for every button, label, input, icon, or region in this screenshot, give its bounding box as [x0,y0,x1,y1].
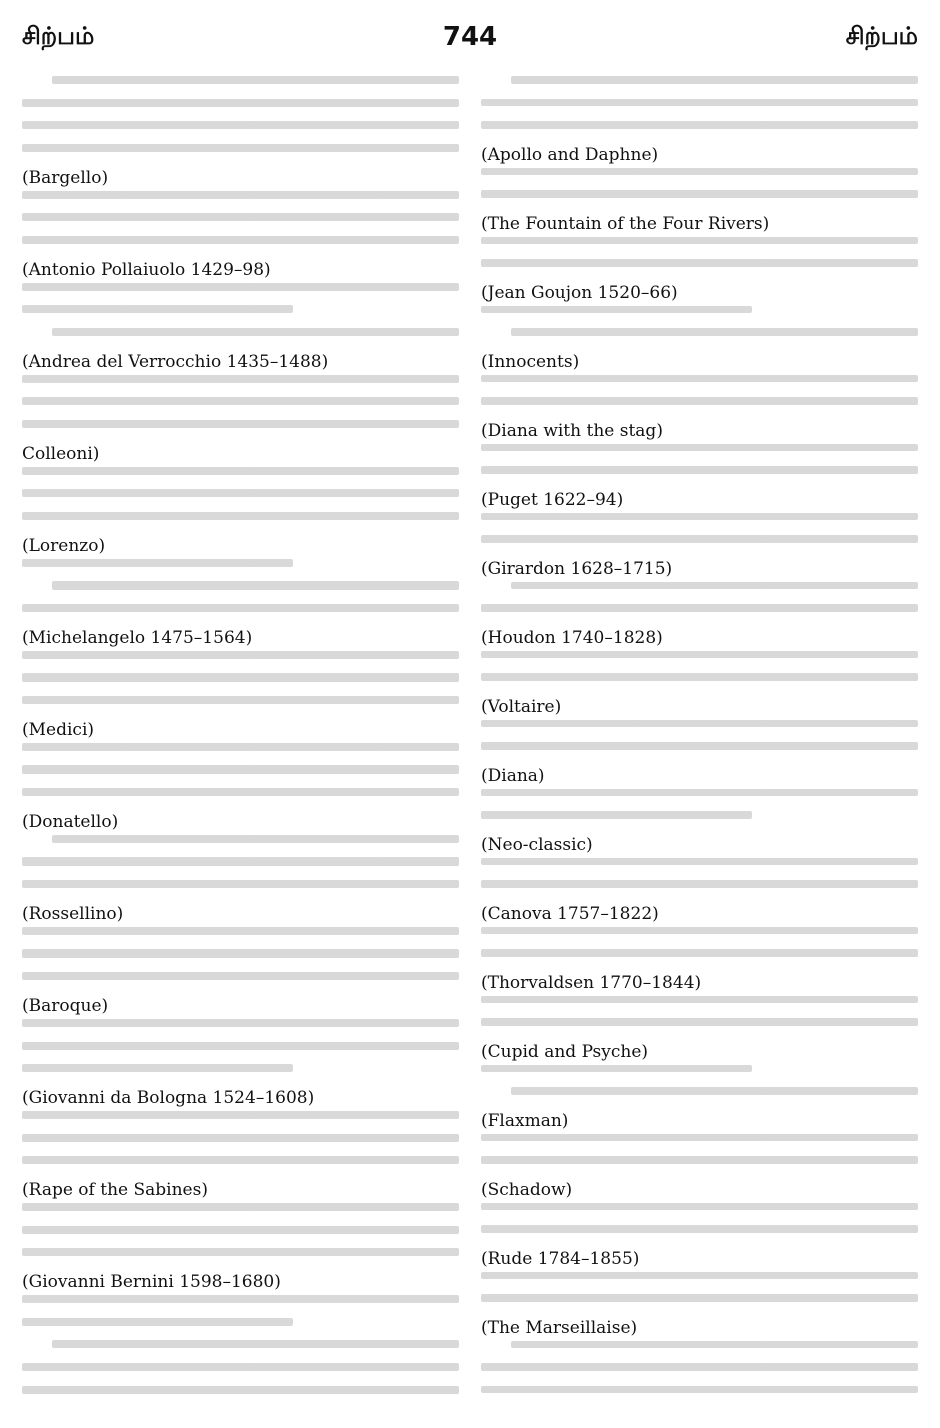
text-line [481,1386,918,1394]
latin-name: (Houdon 1740–1828) [481,627,663,648]
latin-name: (Canova 1757–1822) [481,903,659,924]
text-line [22,1203,459,1211]
latin-name: (Donatello) [22,811,119,832]
latin-name: (Bargello) [22,167,109,188]
text-line [22,1248,459,1256]
text-line [22,743,459,751]
text-line [481,444,918,452]
text-line [22,1295,459,1303]
latin-name: (Giovanni Bernini 1598–1680) [22,1271,281,1292]
page-header [22,22,918,62]
header-right-title: சிற்பம் [845,22,918,50]
text-line [511,582,918,590]
text-line [22,927,459,935]
latin-name: (The Marseillaise) [481,1317,638,1338]
latin-name: (Andrea del Verrocchio 1435–1488) [22,351,329,372]
text-line [22,857,459,865]
text-line [22,1134,459,1142]
right-column [481,76,918,1408]
latin-name: (Michelangelo 1475–1564) [22,627,253,648]
latin-name: (Jean Goujon 1520–66) [481,282,678,303]
text-line [481,742,918,750]
text-line [481,121,918,129]
latin-name: (Neo-classic) [481,834,593,855]
text-line [481,604,918,612]
text-line [481,1203,918,1211]
text-line [22,512,459,520]
text-line [481,535,918,543]
latin-name: (Puget 1622–94) [481,489,624,510]
text-line [481,1018,918,1026]
text-line [511,1341,918,1349]
text-line [511,328,918,336]
text-line [511,76,918,84]
latin-name: (Thorvaldsen 1770–1844) [481,972,702,993]
body-columns [22,76,918,1408]
text-line [22,1019,459,1027]
latin-name: Colleoni) [22,443,100,464]
text-line [481,651,918,659]
latin-name: (Apollo and Daphne) [481,144,659,165]
text-line [481,99,918,107]
text-line [481,858,918,866]
latin-name: (Diana) [481,765,545,786]
header-left-title: சிற்பம் [22,22,95,50]
latin-name: (Rape of the Sabines) [22,1179,208,1200]
text-line [22,305,293,313]
text-line [481,375,918,383]
latin-name: (Cupid and Psyche) [481,1041,649,1062]
left-column [22,76,459,1408]
text-line [481,513,918,521]
text-line [22,880,459,888]
text-line [22,489,459,497]
text-line [481,1225,918,1233]
text-line [22,651,459,659]
text-line [52,76,459,84]
text-line [481,811,752,819]
page-number: 744 [442,22,498,52]
text-line [22,144,459,152]
text-line [481,1272,918,1280]
text-line [22,972,459,980]
latin-name: (Diana with the stag) [481,420,663,441]
text-line [481,673,918,681]
text-line [22,696,459,704]
text-line [22,1386,459,1394]
latin-name: (Flaxman) [481,1110,569,1131]
text-line [22,673,459,681]
text-line [481,306,752,314]
text-line [22,1156,459,1164]
text-line [22,121,459,129]
text-line [481,1294,918,1302]
text-line [481,237,918,245]
text-line [481,397,918,405]
text-line [52,1340,459,1348]
text-line [52,581,459,589]
text-line [481,996,918,1004]
latin-name: (Medici) [22,719,95,740]
text-line [481,1134,918,1142]
text-line [22,1064,293,1072]
latin-name: (Giovanni da Bologna 1524–1608) [22,1087,315,1108]
latin-name: (The Fountain of the Four Rivers) [481,213,770,234]
text-line [481,789,918,797]
latin-name: (Lorenzo) [22,535,106,556]
text-line [22,1363,459,1371]
text-line [22,559,293,567]
text-line [22,788,459,796]
text-line [52,328,459,336]
text-line [22,283,459,291]
text-line [481,949,918,957]
latin-name: (Innocents) [481,351,580,372]
text-line [511,1087,918,1095]
text-line [481,1363,918,1371]
text-line [22,604,459,612]
text-line [52,835,459,843]
text-line [22,765,459,773]
latin-name: (Schadow) [481,1179,573,1200]
text-line [481,190,918,198]
text-line [481,927,918,935]
text-line [22,949,459,957]
text-line [22,191,459,199]
text-line [22,236,459,244]
latin-name: (Antonio Pollaiuolo 1429–98) [22,259,271,280]
text-line [481,880,918,888]
text-line [481,1065,752,1073]
text-line [22,1111,459,1119]
latin-name: (Girardon 1628–1715) [481,558,673,579]
latin-name: (Rude 1784–1855) [481,1248,640,1269]
text-line [22,1318,293,1326]
text-line [22,213,459,221]
text-line [22,467,459,475]
text-line [22,375,459,383]
text-line [481,1156,918,1164]
text-line [22,1042,459,1050]
text-line [481,168,918,176]
text-line [22,397,459,405]
text-line [22,1226,459,1234]
latin-name: (Voltaire) [481,696,562,717]
text-line [22,99,459,107]
latin-name: (Rossellino) [22,903,124,924]
text-line [481,466,918,474]
latin-name: (Baroque) [22,995,109,1016]
text-line [481,259,918,267]
text-line [22,420,459,428]
text-line [481,720,918,728]
